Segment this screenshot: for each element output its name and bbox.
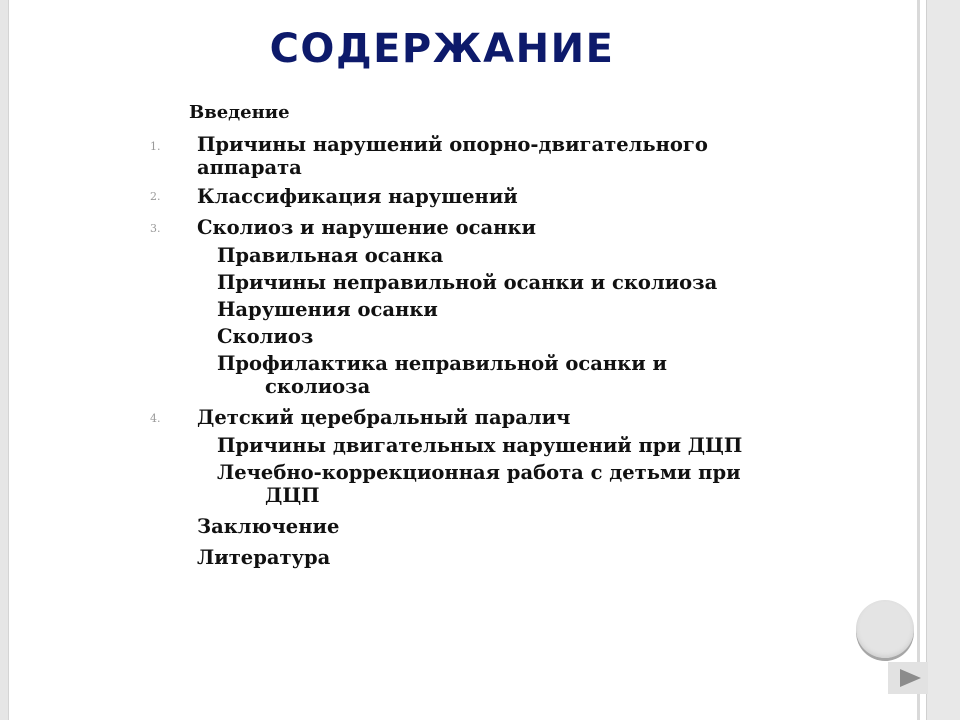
toc-subitem-4-1: Причины двигательных нарушений при ДЦП [217,434,743,457]
toc-item-3: Сколиоз и нарушение осанки [197,216,536,239]
play-triangle-icon [898,668,922,688]
next-slide-button[interactable] [888,662,928,694]
toc-item-4: Детский церебральный паралич [197,406,571,429]
toc-item-2-number: 2. [150,190,161,203]
toc-item-1: Причины нарушений опорно-двигательного [197,133,708,156]
toc-item-4-number: 4. [150,412,161,425]
toc-subitem-3-2: Причины неправильной осанки и сколиоза [217,271,718,294]
toc-subitem-4-2: Лечебно-коррекционная работа с детьми при [217,461,741,484]
toc-subitem-3-1: Правильная осанка [217,244,444,267]
toc-item-1-number: 1. [150,140,161,153]
toc-subitem-3-4: Сколиоз [217,325,314,348]
toc-subitem-3-5-continued: сколиоза [265,375,371,398]
right-border-line [917,0,920,720]
toc-subitem-3-5: Профилактика неправильной осанки и [217,352,667,375]
circle-nav-button[interactable] [856,600,914,658]
toc-literature: Литература [197,546,331,569]
toc-intro: Введение [189,102,290,123]
toc-item-2: Классификация нарушений [197,185,518,208]
toc-subitem-4-2-continued: ДЦП [265,484,320,507]
toc-item-3-number: 3. [150,222,161,235]
toc-subitem-3-3: Нарушения осанки [217,298,438,321]
toc-conclusion: Заключение [197,515,340,538]
toc-item-1-continued: аппарата [197,156,302,179]
right-slide-border [926,0,960,720]
slide-title: СОДЕРЖАНИЕ [269,26,615,72]
